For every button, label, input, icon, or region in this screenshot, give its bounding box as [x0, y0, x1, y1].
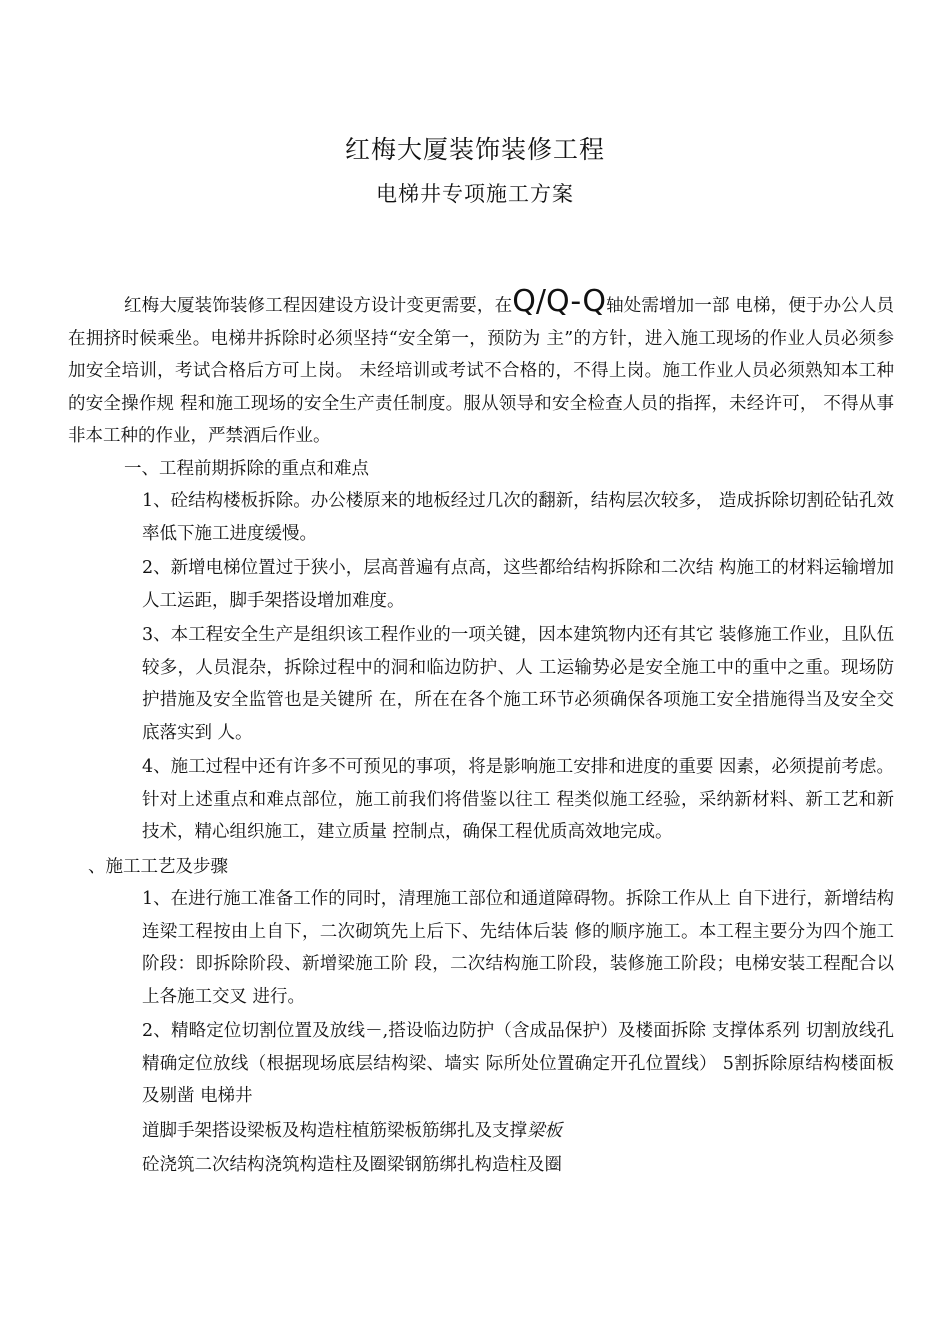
section-1-item-4: 4、施工过程中还有许多不可预见的事项，将是影响施工安排和进度的重要 因素，必须提前考虑。针对上述重点和难点部位，施工前我们将借鉴以往工 程类似施工经验，采纳新材料、新工艺和新技术，精心组织施工，建立质量 控制点，确保工程优质高效地完成。 — [142, 757, 894, 842]
section-2-item-1: 1、在进行施工准备工作的同时，清理施工部位和通道障碍物。拆除工作从上 自下进行，新增结构连梁工程按由上自下，二次砌筑先上后下、先结体后装 修的顺序施工。本工程主要分为四个施工阶段：即拆除阶段、新增梁施工阶 段，二次结构施工阶段，装修施工阶段；电梯安装工程配合以上各施工交叉 进行。 — [142, 889, 894, 1007]
section-1-heading: 一、工程前期拆除的重点和难点 — [124, 458, 369, 479]
section-2-item-2: 2、精略定位切割位置及放线－,搭设临边防护（含成品保护）及楼面拆除 支撑体系列 切割放线孔 精确定位放线（根据现场底层结构梁、墙实 际所处位置确定开孔位置线） 5割拆除原结构楼面板及剔凿 电梯井 — [142, 1021, 894, 1106]
intro-paragraph — [68, 284, 895, 453]
section-2-line-3-italic: 梁板 — [527, 1120, 562, 1141]
section-2-line-3-text: 道脚手架搭设梁板及构造柱植筋梁板筋绑扎及支撑 — [142, 1120, 527, 1141]
section-1-item-1: 1、砼结构楼板拆除。办公楼原来的地板经过几次的翻新，结构层次较多， 造成拆除切割砼钻孔效率低下施工进度缓慢。 — [142, 491, 894, 544]
section-2-line-3 — [142, 1115, 894, 1148]
intro-text-part2: 轴处需增加一部 电梯，便于办公人员在拥挤时候乘坐。电梯井拆除时必须坚持“安全第一，预防为 主”的方针，进入施工现场的作业人员必须参加安全培训，考试合格后方可上岗。 未经培训或考试不合格的，不得上岗。施工作业人员必须熟知本工种的安全操作规 程和施工现场的安全生产责任制度。服从领导和安全检查人员的指挥，未经许可， 不得从事非本工种的作业，严禁酒后作业。 — [68, 296, 895, 446]
section-1-item-3: 3、本工程安全生产是组织该工程作业的一项关键，因本建筑物内还有其它 装修施工作业，且队伍较多，人员混杂，拆除过程中的洞和临边防护、人 工运输势必是安全施工中的重中之重。现场防护措施及安全监管也是关键所 在，所在在各个施工环节必须确保各项施工安全措施得当及安全交底落实到 人。 — [142, 625, 894, 743]
section-2-line-4: 砼浇筑二次结构浇筑构造柱及圈梁钢筋绑扎构造柱及圈 — [142, 1155, 562, 1175]
section-2-heading: 、施工工艺及步骤 — [88, 856, 228, 877]
document-body — [68, 284, 895, 1184]
axis-label: Q/Q-Q — [512, 284, 606, 319]
document-title: 红梅大厦装饰装修工程 — [344, 135, 605, 164]
intro-text-part1: 红梅大厦装饰装修工程因建设方设计变更需要，在 — [124, 296, 513, 316]
document-subtitle: 电梯井专项施工方案 — [376, 182, 574, 206]
section-1-item-2: 2、新增电梯位置过于狭小，层高普遍有点高，这些都给结构拆除和二次结 构施工的材料运输增加人工运距，脚手架搭设增加难度。 — [142, 558, 894, 611]
